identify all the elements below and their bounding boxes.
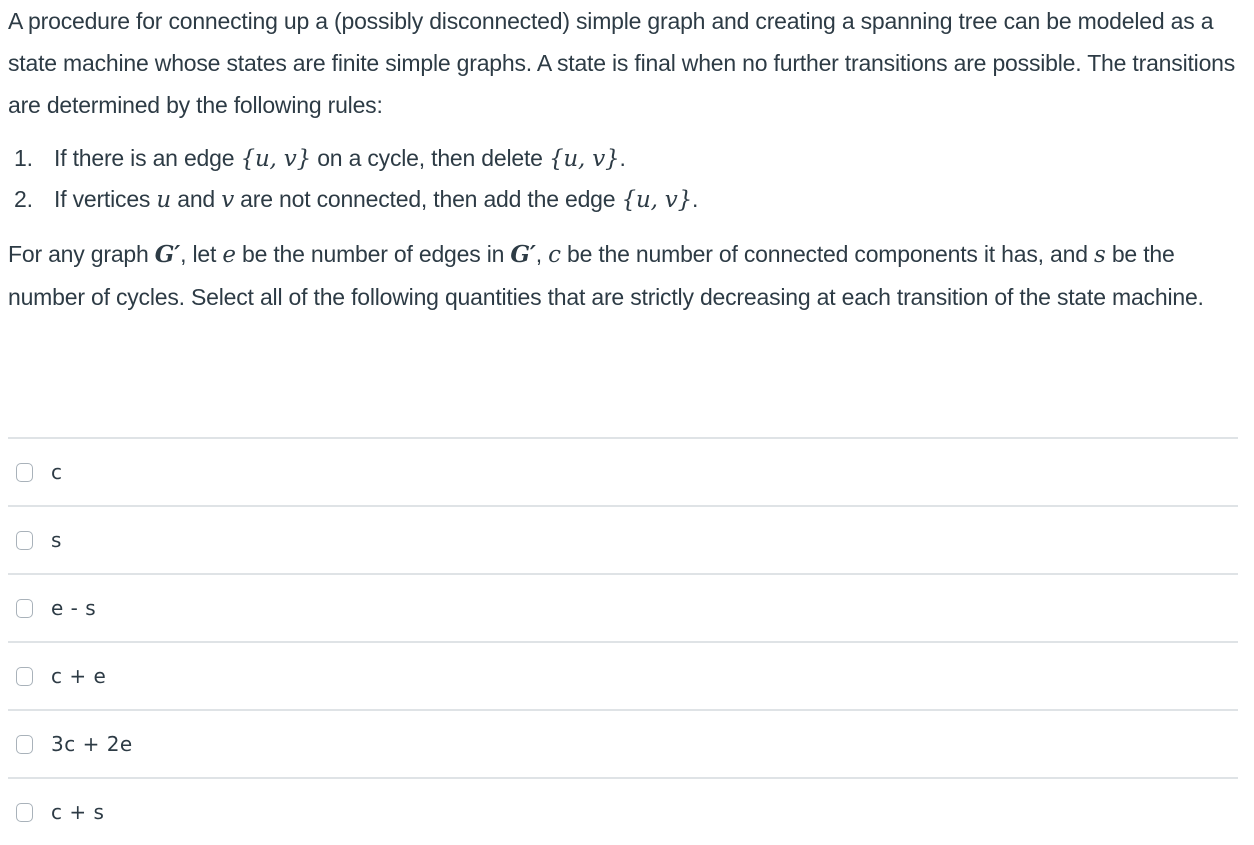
rule-text: and [171, 186, 222, 212]
checkbox[interactable] [16, 803, 33, 822]
stem-text: be the number of cycles. Select all of the following quantities that are strictly decreasing at each transition of the state machine. [8, 241, 1204, 310]
checkbox[interactable] [16, 667, 33, 686]
stem-text: be the number of edges in [235, 241, 511, 267]
rule-number: 1. [14, 145, 33, 171]
math-variable: u [156, 187, 172, 213]
answer-option[interactable] [8, 575, 1238, 643]
math-graph: G′ [510, 241, 536, 268]
answer-option[interactable] [8, 439, 1238, 507]
math-variable: v [221, 187, 234, 213]
answer-option[interactable] [8, 711, 1238, 779]
math-expression: {u, v} [621, 187, 693, 213]
question-text [8, 0, 1244, 318]
stem-text: , [535, 241, 549, 267]
stem-text: be the number of connected components it has, and [560, 241, 1095, 267]
checkbox[interactable] [16, 463, 33, 482]
rule-text: . [619, 145, 626, 171]
answer-label: c [51, 460, 63, 484]
stem-text: , let [180, 241, 223, 267]
math-variable: c [548, 242, 561, 268]
rule-number: 2. [14, 186, 33, 212]
answer-list [8, 437, 1238, 845]
answer-label: c + e [51, 664, 107, 688]
math-graph: G′ [154, 241, 181, 268]
rule-text: are not connected, then add the edge [233, 186, 622, 212]
rule-item-2 [8, 179, 1244, 220]
checkbox[interactable] [16, 531, 33, 550]
rule-text: If vertices [54, 186, 157, 212]
answer-option[interactable] [8, 507, 1238, 575]
math-expression: {u, v} [548, 146, 620, 172]
rules-list [8, 138, 1244, 220]
answer-option[interactable] [8, 779, 1238, 845]
checkbox[interactable] [16, 735, 33, 754]
answer-label: 3c + 2e [51, 732, 133, 756]
answer-label: s [51, 528, 62, 552]
answer-option[interactable] [8, 643, 1238, 711]
rule-text: on a cycle, then delete [311, 145, 549, 171]
answer-label: e - s [51, 596, 97, 620]
rule-text: If there is an edge [54, 145, 241, 171]
question-intro: A procedure for connecting up a (possibly disconnected) simple graph and creating a spanning tree can be modeled as a state machine whose states are finite simple graphs. A state is final when no further transitions are possible. The transitions are determined by the following rules: [8, 8, 1236, 118]
checkbox[interactable] [16, 599, 33, 618]
stem-text: For any graph [8, 241, 155, 267]
math-variable: s [1094, 242, 1106, 268]
rule-text: . [692, 186, 699, 212]
rule-item-1 [8, 138, 1244, 179]
math-variable: e [222, 242, 236, 268]
answer-label: c + s [51, 800, 105, 824]
math-expression: {u, v} [240, 146, 312, 172]
question-stem [8, 233, 1244, 318]
